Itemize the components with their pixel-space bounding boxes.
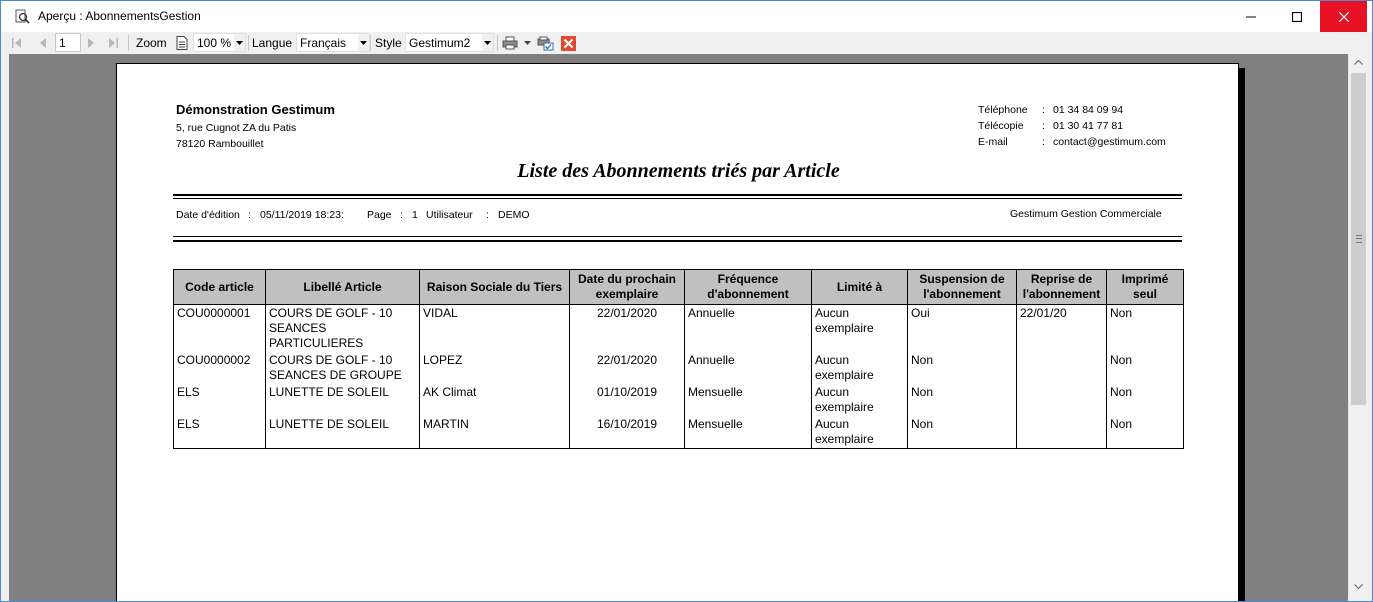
close-preview-button[interactable] [561, 32, 576, 54]
table-row [174, 416, 1184, 449]
minimize-button[interactable] [1228, 1, 1274, 32]
toolbar-separator [370, 35, 371, 51]
limit-cell: Aucun exemplaire [812, 305, 908, 353]
magnifier-document-icon [15, 9, 30, 24]
email-value: contact@gestimum.com [1053, 136, 1166, 148]
frequency-cell: Mensuelle [685, 384, 812, 416]
resume-cell [1017, 352, 1107, 384]
code-cell: ELS [174, 384, 266, 416]
colon-separator: : [1042, 136, 1045, 148]
page-number-value: 1 [59, 35, 66, 50]
table-row [174, 352, 1184, 384]
minimize-icon [1246, 12, 1256, 22]
fax-label: Télécopie [978, 120, 1024, 132]
table-row [174, 305, 1184, 353]
frequency-cell: Annuelle [685, 305, 812, 353]
tiers-cell: MARTIN [420, 416, 570, 449]
title-bar [1, 1, 1372, 32]
first-page-icon [11, 37, 23, 49]
page-number-input[interactable] [55, 33, 81, 52]
divider [173, 236, 1182, 237]
chevron-up-icon [1354, 60, 1363, 65]
column-header: Libellé Article [266, 270, 420, 305]
divider [173, 198, 1182, 199]
colon-separator: : [1042, 104, 1045, 116]
previous-page-button[interactable] [37, 32, 49, 54]
maximize-icon [1292, 12, 1302, 22]
report-page [116, 63, 1239, 601]
colon-separator: : [486, 209, 489, 221]
printed-cell: Non [1107, 384, 1184, 416]
user-value: DEMO [498, 209, 530, 221]
label-cell: COURS DE GOLF - 10 SEANCES PARTICULIERES [266, 305, 420, 353]
column-header: Code article [174, 270, 266, 305]
close-window-button[interactable] [1320, 1, 1367, 32]
divider [173, 194, 1182, 196]
user-label: Utilisateur [426, 209, 473, 221]
zoom-select[interactable] [193, 33, 246, 52]
tiers-cell: VIDAL [420, 305, 570, 353]
fax-value: 01 30 41 77 81 [1053, 120, 1124, 132]
language-value: Français [300, 35, 347, 50]
next-page-icon [85, 37, 97, 49]
code-cell: COU0000002 [174, 352, 266, 384]
colon-separator: : [400, 209, 403, 221]
column-header: Suspension de l'abonnement [908, 270, 1017, 305]
language-label: Langue [252, 36, 293, 50]
suspension-cell: Non [908, 384, 1017, 416]
chevron-down-icon [482, 34, 493, 51]
column-header: Date du prochain exemplaire [570, 270, 685, 305]
edition-date-label: Date d'édition [176, 209, 240, 221]
divider [173, 240, 1182, 242]
column-header: Limité à [812, 270, 908, 305]
window-title: Aperçu : AbonnementsGestion [38, 9, 201, 23]
suspension-cell: Non [908, 352, 1017, 384]
printed-cell: Non [1107, 416, 1184, 449]
resume-cell: 22/01/20 [1017, 305, 1107, 353]
column-header: Imprimé seul [1107, 270, 1184, 305]
printed-cell: Non [1107, 305, 1184, 353]
grip-icon [1356, 235, 1362, 243]
label-cell: LUNETTE DE SOLEIL [266, 416, 420, 449]
label-cell: LUNETTE DE SOLEIL [266, 384, 420, 416]
colon-separator: : [248, 209, 251, 221]
maximize-button[interactable] [1274, 1, 1320, 32]
label-cell: COURS DE GOLF - 10 SEANCES DE GROUPE [266, 352, 420, 384]
colon-separator: : [1042, 120, 1045, 132]
printer-icon [502, 36, 518, 50]
phone-value: 01 34 84 09 94 [1053, 104, 1124, 116]
chevron-down-icon [1354, 584, 1363, 589]
last-page-button[interactable] [107, 32, 119, 54]
next-page-button[interactable] [85, 32, 97, 54]
resume-cell [1017, 384, 1107, 416]
code-cell: ELS [174, 416, 266, 449]
print-button[interactable] [502, 32, 518, 54]
zoom-page-icon [176, 32, 188, 54]
scroll-down-button[interactable] [1349, 578, 1368, 595]
previous-page-icon [37, 37, 49, 49]
company-address-line2: 78120 Rambouillet [176, 138, 264, 150]
print-options-button[interactable] [524, 32, 531, 54]
toolbar-separator [248, 35, 249, 51]
vertical-scrollbar[interactable] [1348, 54, 1368, 595]
close-icon [561, 36, 576, 51]
column-header: Reprise de l'abonnement [1017, 270, 1107, 305]
preview-toolbar [1, 32, 1372, 54]
printer-check-icon [537, 36, 554, 51]
phone-label: Téléphone [978, 104, 1028, 116]
last-page-icon [107, 37, 119, 49]
style-value: Gestimum2 [409, 35, 471, 50]
page-label: Page [367, 209, 392, 221]
style-select[interactable] [405, 33, 494, 52]
chevron-down-icon [234, 34, 245, 51]
software-name: Gestimum Gestion Commerciale [1010, 208, 1162, 220]
limit-cell: Aucun exemplaire [812, 352, 908, 384]
report-title: Liste des Abonnements triés par Article [517, 160, 840, 182]
close-icon [1339, 12, 1349, 22]
frequency-cell: Mensuelle [685, 416, 812, 449]
first-page-button[interactable] [11, 32, 23, 54]
page-value: 1 [412, 209, 418, 221]
subscriptions-table [173, 269, 1184, 449]
limit-cell: Aucun exemplaire [812, 384, 908, 416]
preview-area [9, 54, 1348, 601]
chevron-down-icon [358, 34, 369, 51]
company-name: Démonstration Gestimum [176, 102, 335, 117]
toolbar-separator [497, 35, 498, 51]
scroll-thumb[interactable] [1351, 73, 1366, 405]
printed-cell: Non [1107, 352, 1184, 384]
column-header: Fréquence d'abonnement [685, 270, 812, 305]
tiers-cell: LOPEZ [420, 352, 570, 384]
resume-cell [1017, 416, 1107, 449]
next-date-cell: 22/01/2020 [570, 305, 685, 353]
suspension-cell: Oui [908, 305, 1017, 353]
suspension-cell: Non [908, 416, 1017, 449]
next-date-cell: 01/10/2019 [570, 384, 685, 416]
limit-cell: Aucun exemplaire [812, 416, 908, 449]
toolbar-separator [128, 35, 129, 51]
next-date-cell: 22/01/2020 [570, 352, 685, 384]
language-select[interactable] [296, 33, 370, 52]
column-header: Raison Sociale du Tiers [420, 270, 570, 305]
company-address-line1: 5, rue Cugnot ZA du Patis [176, 122, 297, 134]
style-label: Style [375, 36, 402, 50]
zoom-value: 100 % [197, 35, 232, 50]
chevron-down-icon [524, 41, 531, 45]
edition-date-value: 05/11/2019 18:23: [260, 209, 344, 221]
next-date-cell: 16/10/2019 [570, 416, 685, 449]
table-header-row [174, 270, 1184, 305]
table-row [174, 384, 1184, 416]
code-cell: COU0000001 [174, 305, 266, 353]
frequency-cell: Annuelle [685, 352, 812, 384]
scroll-up-button[interactable] [1349, 54, 1368, 71]
zoom-label: Zoom [136, 36, 167, 50]
email-label: E-mail [978, 136, 1008, 148]
tiers-cell: AK Climat [420, 384, 570, 416]
print-setup-button[interactable] [537, 32, 554, 54]
